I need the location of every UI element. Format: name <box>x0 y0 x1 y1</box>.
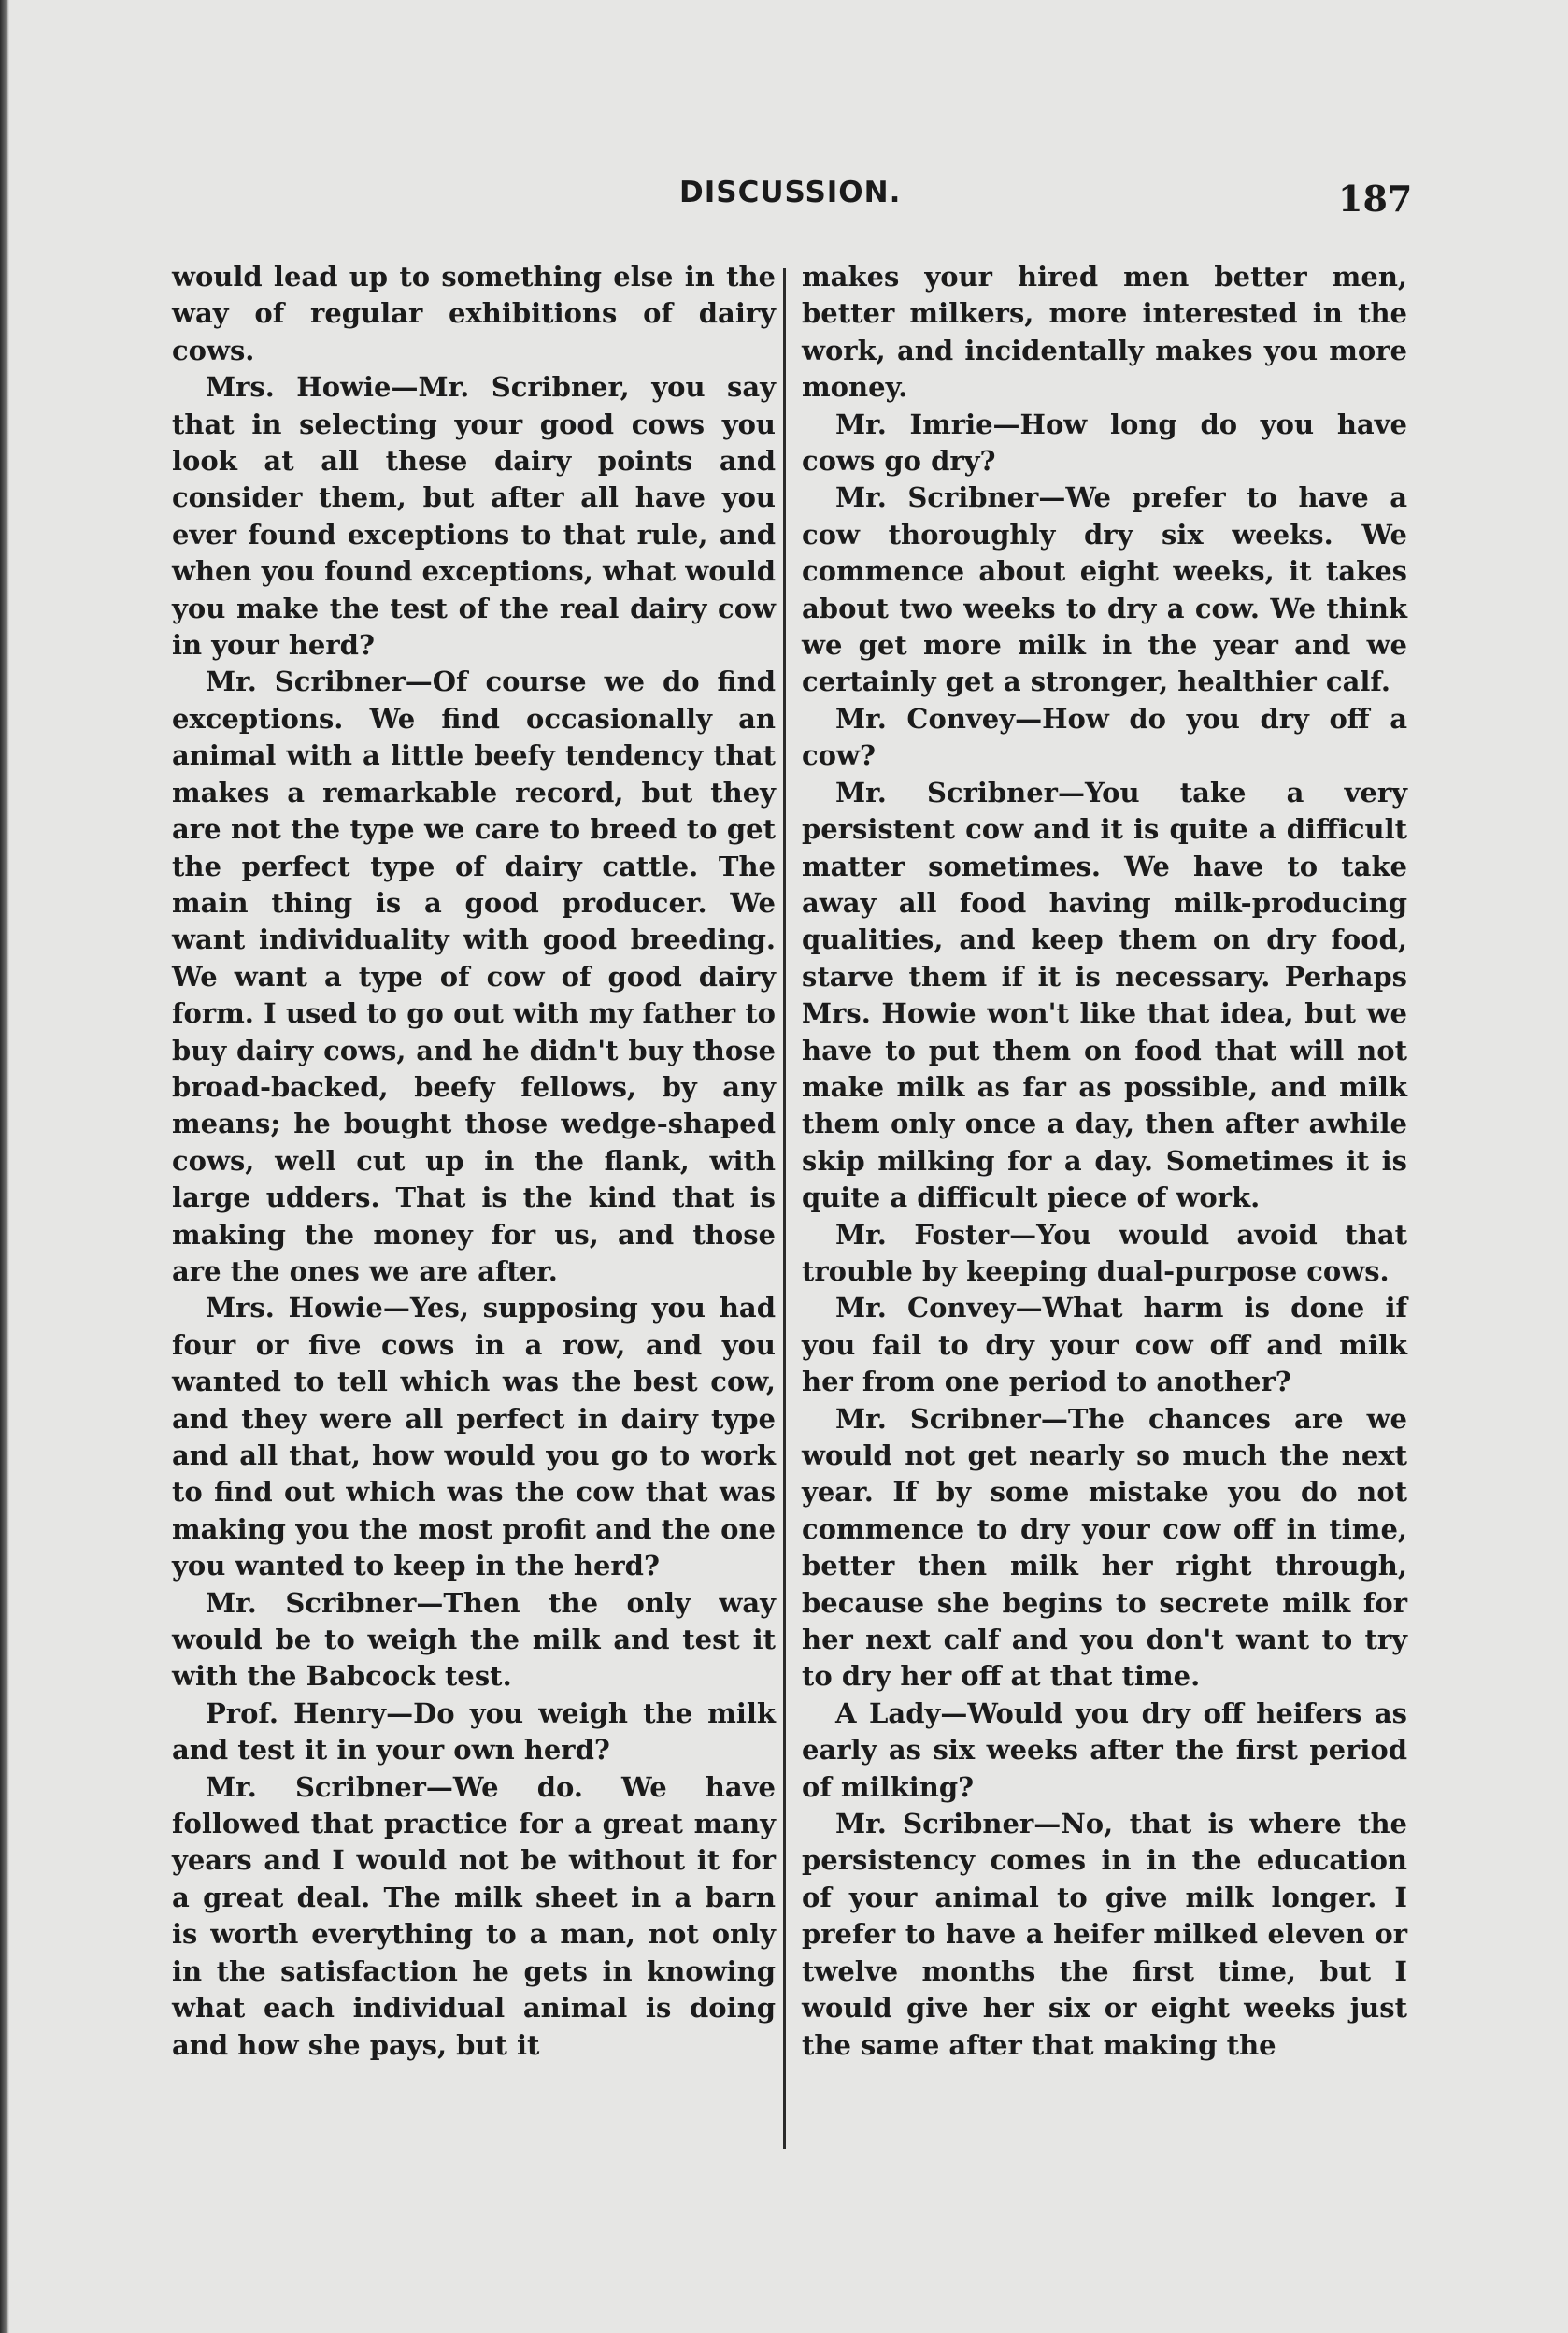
paragraph: Mr. Scribner—Then the only way would be to weigh the milk and test it with the Babcock test. <box>172 1586 776 1693</box>
paragraph: Prof. Henry—Do you weigh the milk and test it in your own herd? <box>172 1696 776 1767</box>
left-column <box>172 259 776 2064</box>
right-column <box>802 259 1407 2064</box>
paragraph: makes your hired men better men, better milkers, more interested in the work, and incidentally makes you more money. <box>802 261 1407 404</box>
paragraph: Mrs. Howie—Mr. Scribner, you say that in selecting your good cows you look at all these dairy points and consider them, but after all have you ever found exceptions to that rule, and when you found exceptions, what would you make the test of the real dairy cow in your herd? <box>172 371 776 662</box>
paragraph: Mr. Foster—You would avoid that trouble by keeping dual-purpose cows. <box>802 1218 1407 1287</box>
page-header <box>0 176 1568 232</box>
paragraph: Mr. Scribner—No, that is where the persistency comes in in the education of your animal to give milk longer. I prefer to have a heifer milked eleven or twelve months the first time, but I would give her six or eight weeks just the same after that making the <box>802 1808 1407 2061</box>
page-number: 187 <box>1338 178 1413 220</box>
paragraph: Mr. Convey—What harm is done if you fail to dry your cow off and milk her from one period to another? <box>802 1292 1407 1398</box>
paragraph: Mr. Imrie—How long do you have cows go dry? <box>802 408 1407 478</box>
paragraph: Mr. Scribner—Of course we do find exceptions. We find occasionally an animal with a little beefy tendency that makes a remarkable record, but they are not the type we care to breed to get the perfect type of dairy cattle. The main thing is a good producer. We want individuality with good breeding. We want a type of cow of good dairy form. I used to go out with my father to buy dairy cows, and he didn't buy those broad-backed, beefy fellows, by any means; he bought those wedge-shaped cows, well cut up in the flank, with large udders. That is the kind that is making the money for us, and those are the ones we are after. <box>172 666 776 1287</box>
paragraph: Mrs. Howie—Yes, supposing you had four or five cows in a row, and you wanted to tell which was the best cow, and they were all perfect in dairy type and all that, how would you go to work to find out which was the cow that was making you the most profit and the one you wanted to keep in the herd? <box>172 1292 776 1582</box>
paragraph: would lead up to something else in the way of regular exhibitions of dairy cows. <box>172 261 776 366</box>
running-title: DISCUSSION. <box>679 176 902 209</box>
paragraph: Mr. Scribner—You take a very persistent cow and it is quite a difficult matter sometimes. We have to take away all food having milk-producing qualities, and keep them on dry food, starve them if it is necessary. Perhaps Mrs. Howie won't like that idea, but we have to put them on food that will not make milk as far as possible, and milk them only once a day, then after awhile skip milking for a day. Sometimes it is quite a difficult piece of work. <box>802 776 1407 1214</box>
paragraph: Mr. Scribner—The chances are we would not get nearly so much the next year. If by some mistake you do not commence to dry your cow off in time, better then milk her right through, because she begins to secrete milk for her next calf and you don't want to try to dry her off at that time. <box>802 1402 1407 1693</box>
column-divider <box>783 268 786 2149</box>
paragraph: Mr. Scribner—We prefer to have a cow thoroughly dry six weeks. We commence about eight weeks, it takes about two weeks to dry a cow. We think we get more milk in the year and we certainly get a stronger, healthier calf. <box>802 481 1407 698</box>
paragraph: Mr. Convey—How do you dry off a cow? <box>802 702 1407 772</box>
paragraph: A Lady—Would you dry off heifers as early as six weeks after the first period of milking? <box>802 1696 1407 1803</box>
page-binding-edge <box>0 0 9 2333</box>
paragraph: Mr. Scribner—We do. We have followed that practice for a great many years and I would not be without it for a great deal. The milk sheet in a barn is worth everything to a man, not only in the satisfaction he gets in knowing what each individual animal is doing and how she pays, but it <box>172 1770 776 2061</box>
